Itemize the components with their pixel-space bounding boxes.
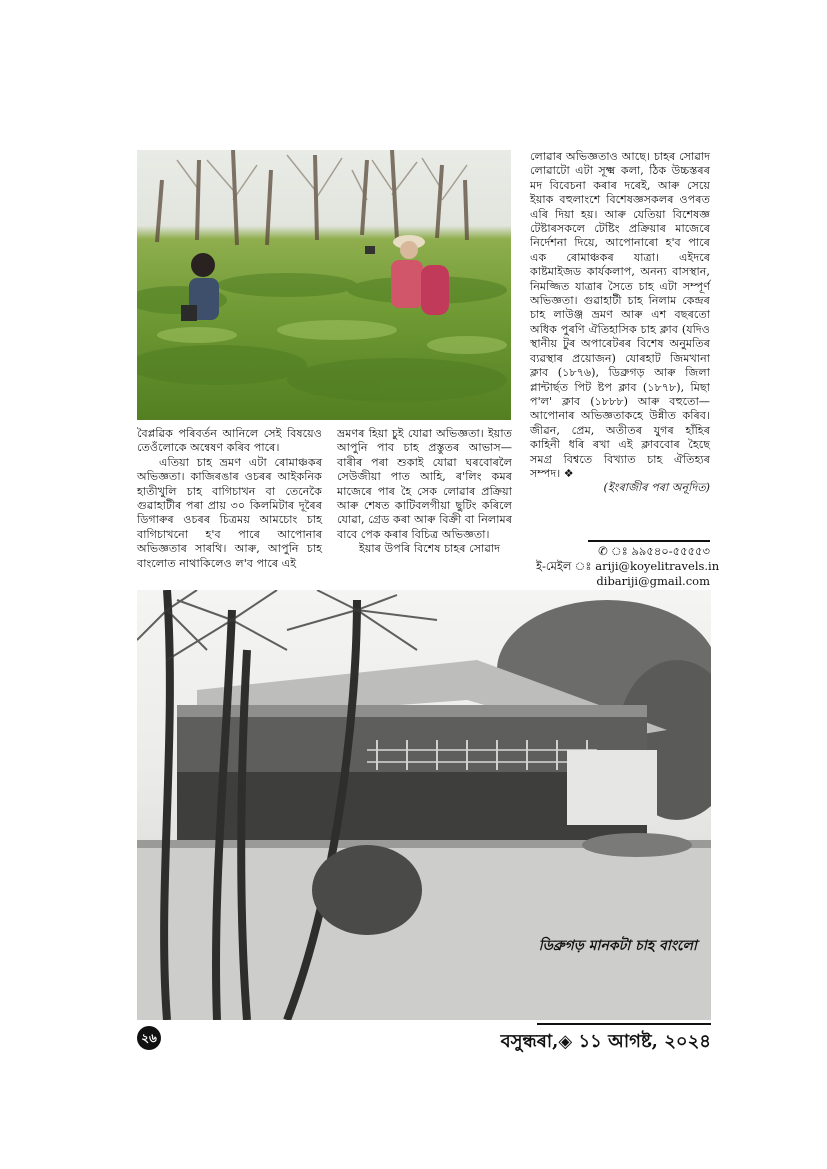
publication-info: বসুন্ধৰা,◈ ১১ আগষ্ট, ২০২৪ xyxy=(500,1031,711,1052)
tea-garden-photo xyxy=(137,150,511,420)
visitor-figure-right xyxy=(365,235,449,315)
tea-bungalow-photo xyxy=(137,590,711,1020)
paragraph: এতিয়া চাহ ভ্ৰমণ এটা ৰোমাঞ্চকৰ অভিজ্ঞতা। কাজিৰঙাৰ ওচৰৰ আইকনিক হাতীখুলি চাহ বাগিচাখন বা তেনেকৈ গুৱাহাটীৰ পৰা প্ৰায় ৩০ কিলমিটাৰ দূৰৈৰ ডিগাৰুৰ ওচৰৰ চিত্ৰময় আমচোং চাহ বাগিচাখনো হ'ব পাৰে আপোনাৰ অভিজ্ঞতাৰ সাৰথি। আৰু, আপুনি চাহ বাংলোত নাথাকিলেও ল'ব পাৰে এই xyxy=(137,455,322,570)
tea-garden-illustration xyxy=(137,150,511,420)
paragraph: লোৱাৰ অভিজ্ঞতাও আছে। চাহৰ সোৱাদ লোৱাটো এটা সূক্ষ্ম কলা, ঠিক উচ্চস্তৰৰ মদ বিবেচনা কৰাৰ দৰেই, আৰু সেয়ে ইয়াক বহুলাংশে বিশেষজ্ঞসকলৰ ওপৰত এৰি দিয়া হয়। আৰু যেতিয়া বিশেষজ্ঞ টেষ্টাৰসকলে টেষ্টিং প্ৰক্ৰিয়াৰ মাজেৰে নিৰ্দেশনা দিয়ে, আপোনাৰো হ'ব পাৰে এক ৰোমাঞ্চকৰ যাত্ৰা। এইদৰে কাষ্টমাইজড কাৰ্যকলাপ, অনন্য বাসস্থান, নিমজ্জিত যাত্ৰাৰ সৈতে চাহ এটা সম্পূৰ্ণ অভিজ্ঞতা। গুৱাহাটী চাহ নিলাম কেন্দ্ৰৰ চাহ লাউঞ্জ ভ্ৰমণ আৰু এশ বছৰতো অধিক পুৰণি ঐতিহাসিক চাহ ক্লাব (যদিও স্থানীয় টুৰ অপাৰেটৰৰ বিশেষ অনুমতিৰ ব্যৱস্থাৰ প্ৰয়োজন) যোৰহাট জিমখানা ক্লাব (১৮৭৬), ডিব্ৰুগড় আৰু জিলা প্লান্টাৰ্ছত পিট ষ্টপ ক্লাব (১৮৭৮), মিছা প'ল' ক্লাব (১৮৮৮) আৰু বহুতো—আপোনাৰ অভিজ্ঞতাকহে উন্নীত কৰিব। জীৱন, প্ৰেম, অতীতৰ যুগৰ হাঁহিৰ কাহিনী ধৰি ৰখা এই ক্লাববোৰ হৈছে সমগ্ৰ বিশ্বতে বিখ্যাত চাহ ঐতিহ্যৰ সম্পদ। ❖ xyxy=(530,150,710,480)
article-column-3 xyxy=(530,150,710,496)
page-number: ২৬ xyxy=(137,1026,161,1050)
footer-rule xyxy=(537,1023,711,1025)
phone-number: ✆ ঃ ৯৯৫৪০-৫৫৫৫৩ xyxy=(598,544,710,558)
signature-divider xyxy=(588,540,710,542)
article-column-2 xyxy=(337,427,512,557)
paragraph: বৈপ্লৱিক পৰিবৰ্তন আনিলে সেই বিষয়েও তেওঁলোকে অন্বেষণ কৰিব পাৰে। xyxy=(137,427,322,455)
email-address-2[interactable]: dibariji@gmail.com xyxy=(596,574,710,588)
translator-note: (ইংৰাজীৰ পৰা অনূদিত) xyxy=(603,481,710,495)
email-label: ই-মেইল ঃ xyxy=(536,559,596,573)
email-address-1[interactable]: ariji@koyelitravels.in xyxy=(595,559,720,573)
author-contact xyxy=(536,544,720,589)
paragraph: ইয়াৰ উপৰি বিশেষ চাহৰ সোৱাদ xyxy=(359,542,500,556)
article-column-1 xyxy=(137,427,322,571)
paragraph: ভ্ৰমণৰ হিয়া চুই যোৱা অভিজ্ঞতা। ইয়াত আপুনি পাব চাহ প্ৰস্তুতৰ আভাস— বাৰীৰ পৰা শুকাই যোৱা ঘৰবোৰলৈ সেউজীয়া পাত আহি, ৰ'লিং কমৰ মাজেৰে পাৰ হৈ সেক লোৱাৰ প্ৰক্ৰিয়া আৰু শেষত কাটিবলগীয়া ছুটিং কৰিলে যোৱা, গ্ৰেড কৰা আৰু বিক্ৰী বা নিলামৰ বাবে পেক কৰাৰ বিচিত্ৰ অভিজ্ঞতা। xyxy=(337,427,512,541)
photo-caption: ডিব্ৰুগড় মানকটা চাহ বাংলো xyxy=(538,938,697,954)
